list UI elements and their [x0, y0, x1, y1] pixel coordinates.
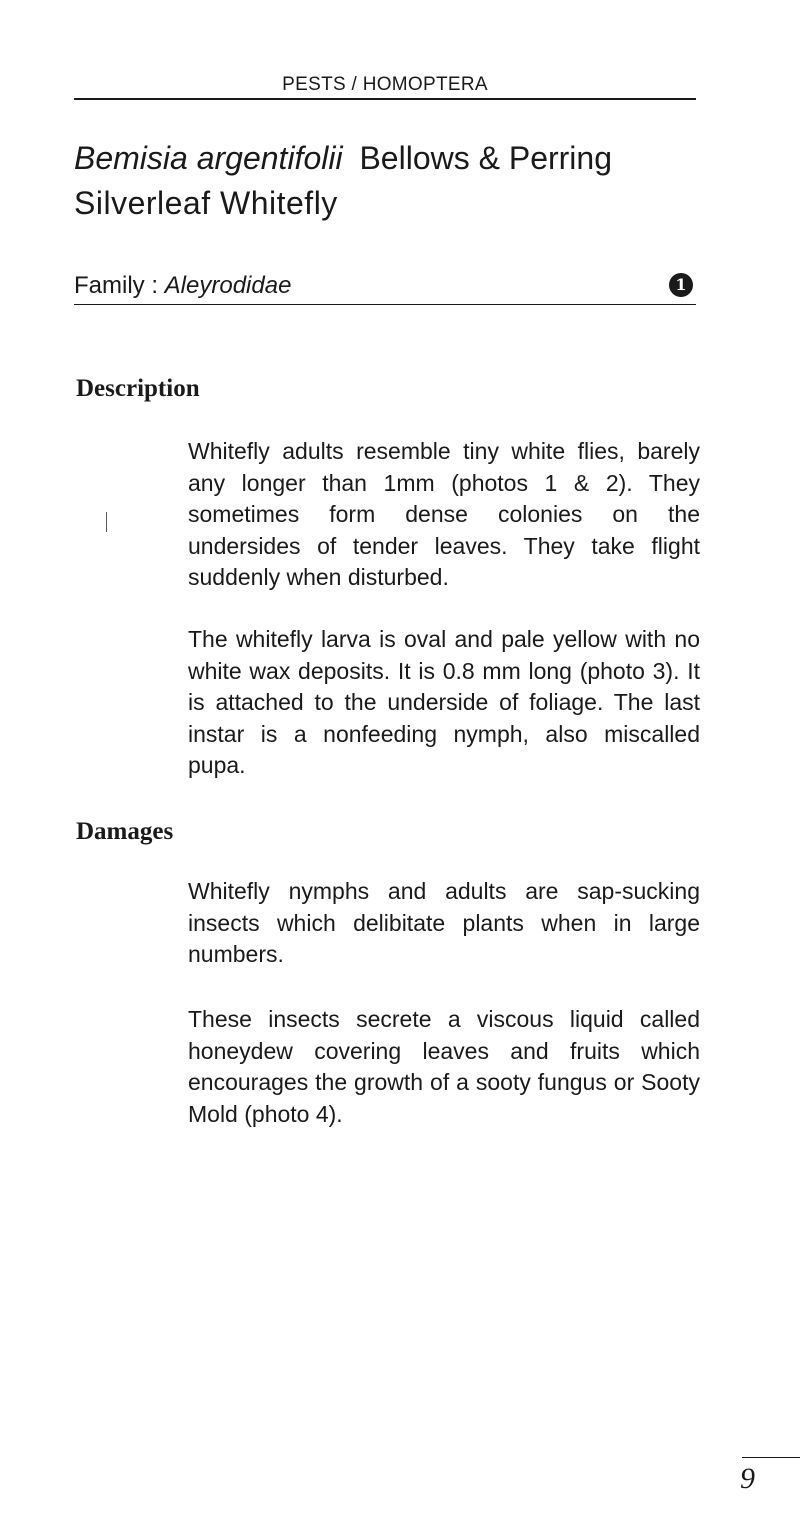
running-header: PESTS / HOMOPTERA	[282, 74, 488, 95]
photo-number-badge: 1	[669, 273, 693, 297]
family-label: Family :	[74, 272, 165, 299]
description-paragraph: The whitefly larva is oval and pale yellow with no white wax deposits. It is 0.8 mm long (photo 3). It is attached to the underside of foliage. The last instar is a nonfeeding nymph, also miscalled pupa.	[188, 626, 700, 778]
family-line	[74, 272, 291, 300]
description-paragraph: Whitefly adults resemble tiny white flies, barely any longer than 1mm (photos 1 & 2). They sometimes form dense colonies on the undersides of tender leaves. They take flight suddenly when disturbed.	[188, 438, 700, 590]
margin-mark	[106, 512, 107, 532]
folio-rule	[742, 1457, 800, 1458]
damages-paragraph: These insects secrete a viscous liquid called honeydew covering leaves and fruits which encourages the growth of a sooty fungus or Sooty Mold (photo 4).	[188, 1006, 700, 1127]
header-rule	[74, 98, 696, 100]
species-title	[74, 140, 612, 177]
family-rule	[74, 304, 696, 305]
species-authority: Bellows & Perring	[359, 140, 612, 176]
common-name: Silverleaf Whitefly	[74, 185, 338, 221]
section-heading-description: Description	[76, 375, 200, 402]
scientific-name: Bemisia argentifolii	[74, 140, 343, 176]
page-number: 9	[740, 1462, 755, 1495]
family-name: Aleyrodidae	[164, 272, 292, 299]
section-heading-damages: Damages	[76, 818, 174, 845]
damages-paragraph: Whitefly nymphs and adults are sap-sucking insects which delibitate plants when in large numbers.	[188, 878, 700, 967]
